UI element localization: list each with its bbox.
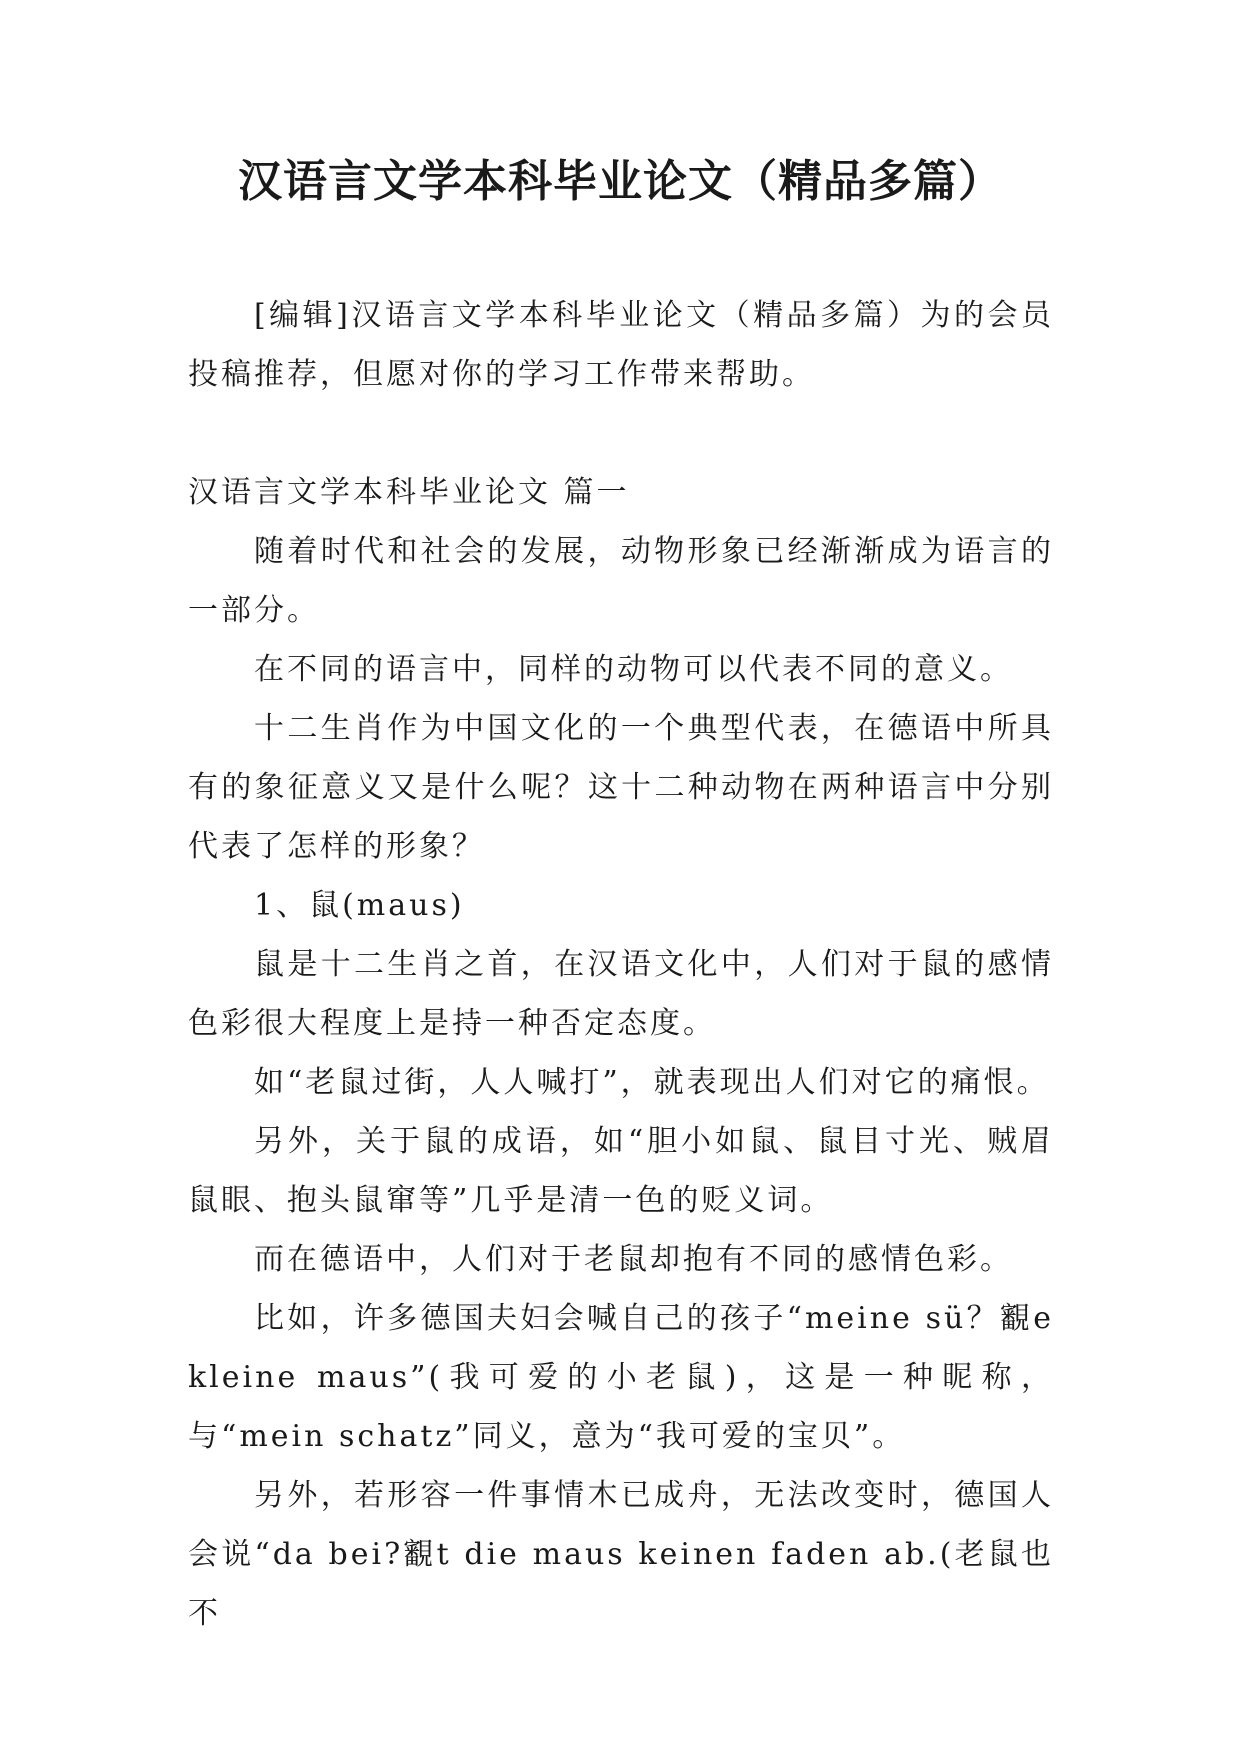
subsection-heading: 1、鼠(maus)	[254, 888, 465, 923]
document-title: 汉语言文学本科毕业论文（精品多篇）	[238, 156, 1003, 207]
body-paragraph: 如“老鼠过街，人人喊打”，就表现出人们对它的痛恨。	[254, 1065, 1050, 1100]
body-paragraph: 另外，关于鼠的成语，如“胆小如鼠、鼠目寸光、贼眉鼠眼、抱头鼠窜等”几乎是清一色的贬义词。	[188, 1124, 1054, 1218]
section-heading: 汉语言文学本科毕业论文 篇一	[188, 475, 630, 510]
body-paragraph: 随着时代和社会的发展，动物形象已经渐渐成为语言的一部分。	[188, 534, 1054, 628]
body-paragraph: 在不同的语言中，同样的动物可以代表不同的意义。	[254, 652, 1013, 687]
body-paragraph: 鼠是十二生肖之首，在汉语文化中，人们对于鼠的感情色彩很大程度上是持一种否定态度。	[188, 947, 1054, 1041]
intro-paragraph: [编辑]汉语言文学本科毕业论文（精品多篇）为的会员投稿推荐，但愿对你的学习工作带来帮助。	[188, 298, 1054, 392]
body-paragraph: 比如，许多德国夫妇会喊自己的孩子“meine sü？覾e kleine maus”(我可爱的小老鼠)，这是一种昵称，与“mein schatz”同义，意为“我可爱的宝贝”。	[188, 1301, 1054, 1454]
body-paragraph: 而在德语中，人们对于老鼠却抱有不同的感情色彩。	[254, 1242, 1013, 1277]
body-paragraph: 十二生肖作为中国文化的一个典型代表，在德语中所具有的象征意义又是什么呢？这十二种动物在两种语言中分别代表了怎样的形象？	[188, 711, 1054, 864]
body-paragraph: 另外，若形容一件事情木已成舟，无法改变时，德国人会说“da bei?覾t die maus keinen faden ab.(老鼠也不	[188, 1478, 1054, 1631]
document-body	[188, 286, 1054, 1643]
